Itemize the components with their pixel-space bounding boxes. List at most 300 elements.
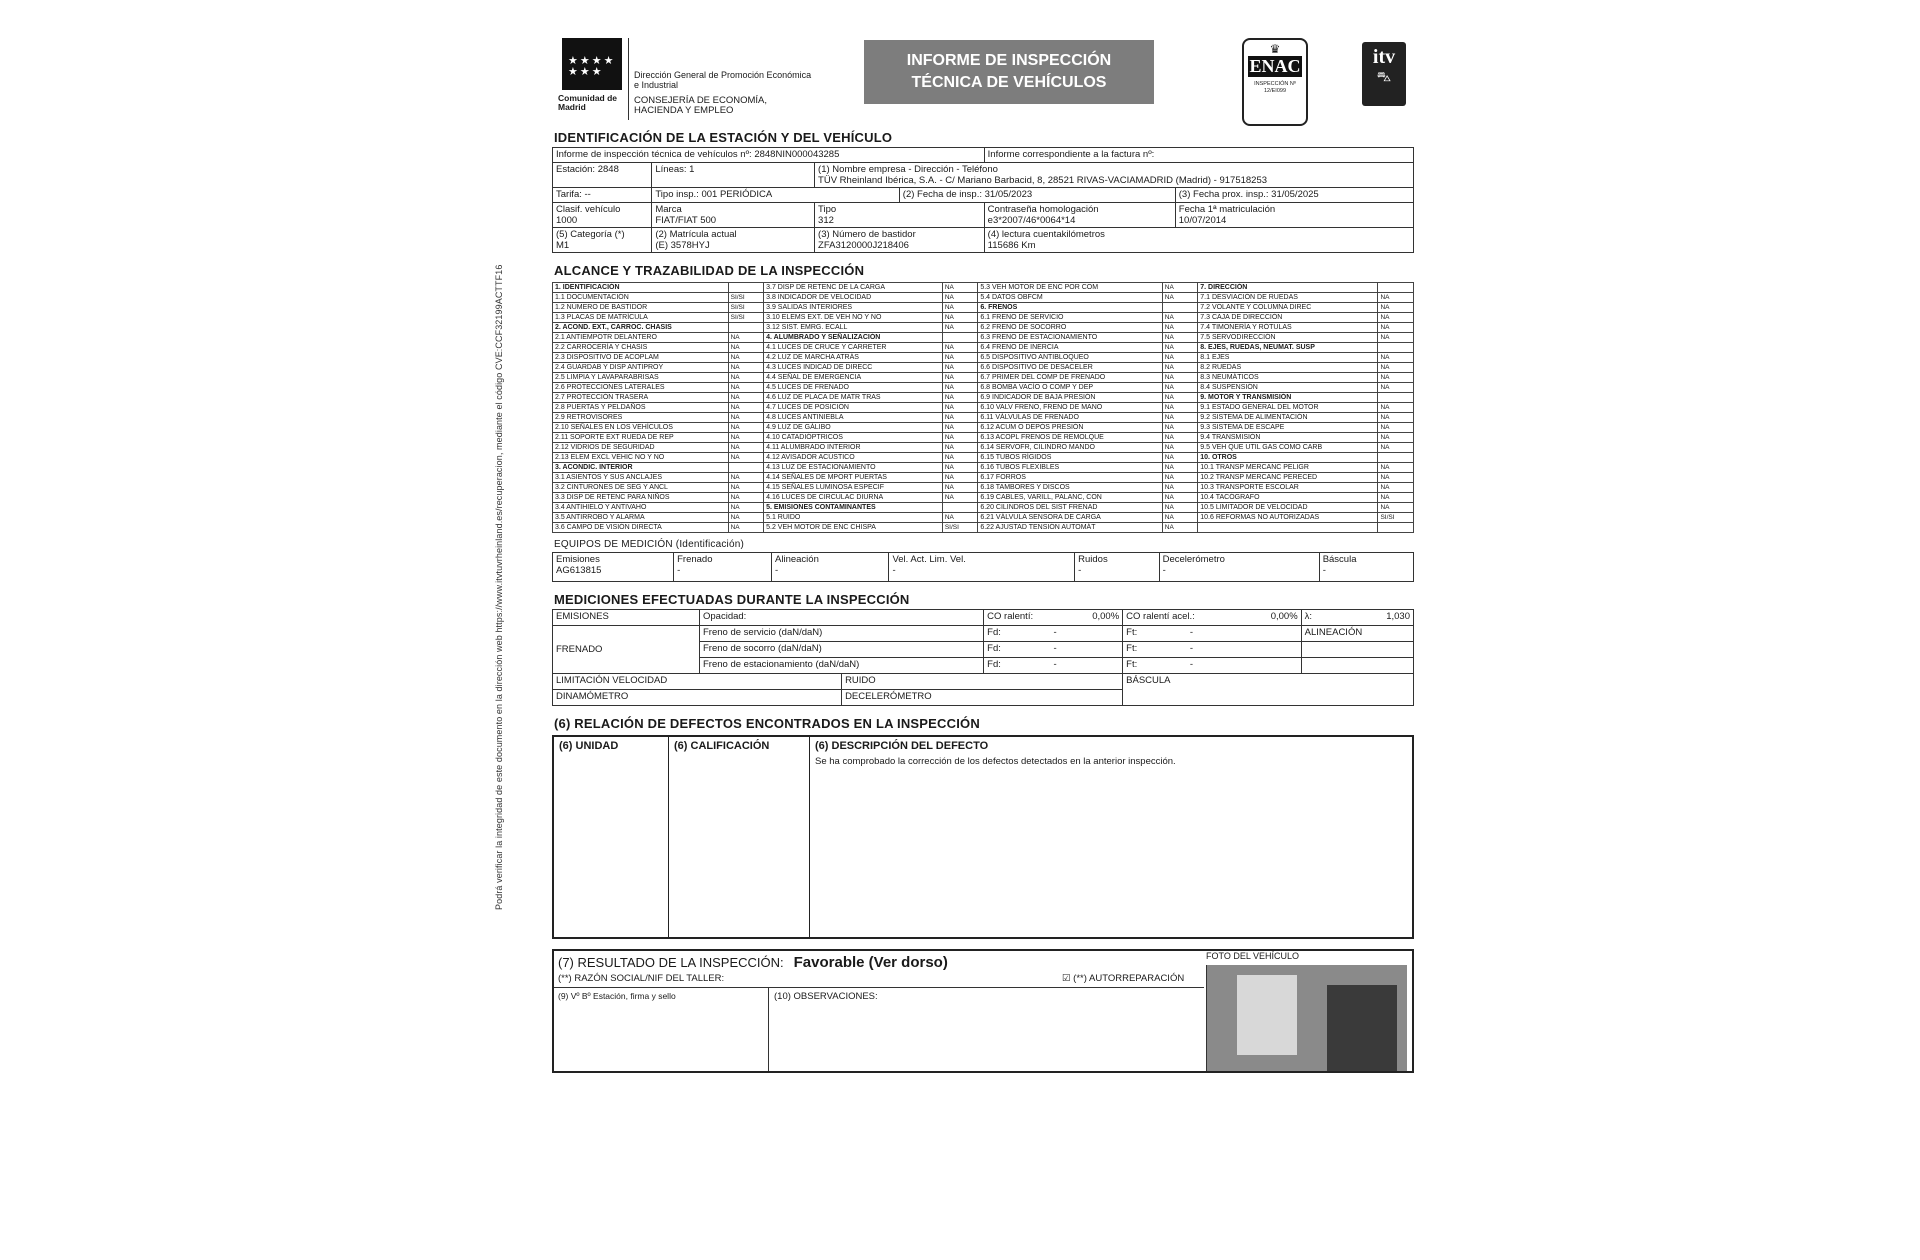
scope-row xyxy=(553,283,1414,293)
scope-item: 4.15 SEÑALES LUMINOSA ESPECIF xyxy=(764,483,943,493)
scope-result: NA xyxy=(1378,433,1414,443)
result-line xyxy=(558,954,948,971)
photo-vehicle xyxy=(1327,985,1397,1071)
stars-icon: ★★★★ ★★★ xyxy=(568,55,616,78)
scope-result: NA xyxy=(942,383,978,393)
rating-header: (6) CALIFICACIÓN xyxy=(674,740,770,752)
result-box xyxy=(552,949,1414,1073)
fd-label: Fd: xyxy=(987,627,1001,638)
scope-result: NA xyxy=(728,503,764,513)
scope-row xyxy=(553,463,1414,473)
scope-result xyxy=(728,283,764,293)
equipment-value: AG613815 xyxy=(556,565,602,576)
chassis-value: ZFA3120000J218406 xyxy=(818,240,909,251)
scope-item: 2.4 GUARDAB Y DISP ANTIPROY xyxy=(553,363,729,373)
scope-result: NA xyxy=(1162,463,1198,473)
itv-logo xyxy=(1362,42,1406,106)
scope-item: 8. EJES, RUEDAS, NEUMAT. SUSP xyxy=(1198,343,1378,353)
equipment-cell xyxy=(889,553,1075,582)
scope-result: NA xyxy=(1162,333,1198,343)
scope-row xyxy=(553,403,1414,413)
scope-item: 8.3 NEUMÁTICOS xyxy=(1198,373,1378,383)
scope-item: 4.11 ALUMBRADO INTERIOR xyxy=(764,443,943,453)
scope-item: 6.22 AJUSTAD TENSIÓN AUTOMÁT xyxy=(978,523,1162,533)
scale-label: BÁSCULA xyxy=(1123,674,1414,706)
scope-row xyxy=(553,523,1414,533)
scope-result: NA xyxy=(728,353,764,363)
scope-item: 10.4 TACÓGRAFO xyxy=(1198,493,1378,503)
inspection-report-page xyxy=(494,30,1414,1260)
report-number: Informe de inspección técnica de vehículos nº: 2848NIN000043285 xyxy=(553,148,985,163)
itv-wordmark: itv xyxy=(1372,46,1396,68)
scope-item: 5.4 DATOS OBFCM xyxy=(978,293,1162,303)
company-value: TÜV Rheinland Ibérica, S.A. - C/ Mariano Barbacid, 8, 28521 RIVAS-VACIAMADRID (Madrid) - 917518253 xyxy=(818,175,1268,186)
scope-item: 4.14 SEÑALES DE MPORT PUERTAS xyxy=(764,473,943,483)
scope-item: 6.6 DISPOSITIVO DE DESACELER xyxy=(978,363,1162,373)
scope-result: NA xyxy=(942,453,978,463)
service-brake-label: Freno de servicio (daN/daN) xyxy=(700,626,984,642)
scope-item: 2.10 SEÑALES EN LOS VEHÍCULOS xyxy=(553,423,729,433)
enac-wordmark: ENAC xyxy=(1249,56,1301,76)
scope-section-title: ALCANCE Y TRAZABILIDAD DE LA INSPECCIÓN xyxy=(554,263,865,278)
report-header xyxy=(552,30,1414,120)
scope-result xyxy=(1378,453,1414,463)
homologation-value: e3*2007/46*0064*14 xyxy=(987,215,1076,226)
equipment-cell xyxy=(674,553,772,582)
scope-result: NA xyxy=(942,353,978,363)
scope-item: 6.9 INDICADOR DE BAJA PRESIÓN xyxy=(978,393,1162,403)
description-header: (6) DESCRIPCIÓN DEL DEFECTO xyxy=(815,740,989,752)
scope-result: NA xyxy=(942,313,978,323)
equipment-value: - xyxy=(1162,565,1166,576)
ft-label: Ft: xyxy=(1126,659,1138,670)
vehicle-category xyxy=(553,228,652,253)
scope-result: NA xyxy=(1162,473,1198,483)
parking-brake-fd xyxy=(984,658,1123,674)
fd-value: - xyxy=(1053,627,1057,638)
scope-result: NA xyxy=(1378,493,1414,503)
odometer-label: (4) lectura cuentakilómetros xyxy=(987,229,1105,240)
scope-item: 10.1 TRANSP MERCANC PELIGR xyxy=(1198,463,1378,473)
self-repair xyxy=(1062,973,1184,984)
scope-item: 10.3 TRANSPORTE ESCOLAR xyxy=(1198,483,1378,493)
scope-item: 3.4 ANTIHIELO Y ANTIVAHO xyxy=(553,503,729,513)
scope-row xyxy=(553,313,1414,323)
scope-item: 9.4 TRANSMISIÓN xyxy=(1198,433,1378,443)
category-label: (5) Categoría (*) xyxy=(556,229,625,240)
scope-item: 2.11 SOPORTE EXT RUEDA DE REP xyxy=(553,433,729,443)
scope-result: NA xyxy=(1378,403,1414,413)
scope-result: NA xyxy=(1162,493,1198,503)
scope-result: NA xyxy=(1162,513,1198,523)
scope-item: 2.12 VIDRIOS DE SEGURIDAD xyxy=(553,443,729,453)
scope-row xyxy=(553,363,1414,373)
scope-item: 6.11 VÁLVULAS DE FRENADO xyxy=(978,413,1162,423)
scope-result: NA xyxy=(1162,323,1198,333)
equipment-value: - xyxy=(1078,565,1082,576)
company-label: (1) Nombre empresa - Dirección - Teléfono xyxy=(818,164,998,175)
department-block xyxy=(634,70,814,116)
verification-text: Podrá verificar la integridad de este documento en la dirección web https://www.itvtuvrheinland.es/recuperacion, mediante el código CVE:CCF32199ACTTF16 xyxy=(494,264,504,910)
scope-result: NA xyxy=(1162,373,1198,383)
scope-result: NA xyxy=(942,483,978,493)
defects-box xyxy=(552,735,1414,939)
scope-result: NA xyxy=(1162,453,1198,463)
scope-item: 4. ALUMBRADO Y SEÑALIZACIÓN xyxy=(764,333,943,343)
scope-item: 6.3 FRENO DE ESTACIONAMIENTO xyxy=(978,333,1162,343)
scope-row xyxy=(553,333,1414,343)
station-number: Estación: 2848 xyxy=(553,163,652,188)
scope-item: 10.2 TRANSP MERCANC PERECED xyxy=(1198,473,1378,483)
equipment-cell xyxy=(1075,553,1159,582)
scope-result: NA xyxy=(942,293,978,303)
scope-result: NA xyxy=(942,433,978,443)
scope-item: 2.3 DISPOSITIVO DE ACOPLAM xyxy=(553,353,729,363)
scope-item: 4.8 LUCES ANTINIEBLA xyxy=(764,413,943,423)
scope-item: 8.1 EJES xyxy=(1198,353,1378,363)
scope-row xyxy=(553,493,1414,503)
vehicle-brand xyxy=(652,203,815,228)
scope-item: 7. DIRECCIÓN xyxy=(1198,283,1378,293)
scope-result: NA xyxy=(1378,353,1414,363)
scope-result: NA xyxy=(1378,423,1414,433)
scope-item: 3.10 ELEMS EXT. DE VEH NO Y NO xyxy=(764,313,943,323)
scope-item: 6.8 BOMBA VACÍO O COMP Y DEP xyxy=(978,383,1162,393)
equipment-label: Emisiones xyxy=(556,554,600,565)
homologation-label: Contraseña homologación xyxy=(987,204,1099,215)
scope-result: NA xyxy=(1162,343,1198,353)
scope-item: 2. ACOND. EXT., CARROC. CHASIS xyxy=(553,323,729,333)
scope-item: 10. OTROS xyxy=(1198,453,1378,463)
fd-value: - xyxy=(1053,659,1057,670)
scope-result: NA xyxy=(1162,383,1198,393)
scope-item: 6.20 CILINDROS DEL SIST FRENAD xyxy=(978,503,1162,513)
defect-description: Se ha comprobado la corrección de los defectos detectados en la anterior inspección. xyxy=(815,756,1176,767)
scope-result: NA xyxy=(728,393,764,403)
scope-item: 3. ACONDIC. INTERIOR xyxy=(553,463,729,473)
equipment-cell xyxy=(1159,553,1319,582)
co-accel-label: CO ralentí acel.: xyxy=(1126,611,1195,622)
scope-result: NA xyxy=(728,493,764,503)
equipment-cell xyxy=(1319,553,1413,582)
scope-result: NA xyxy=(1162,483,1198,493)
scope-row xyxy=(553,413,1414,423)
scope-item: 6. FRENOS xyxy=(978,303,1162,313)
fd-value: - xyxy=(1053,643,1057,654)
scope-item: 6.5 DISPOSITIVO ANTIBLOQUEO xyxy=(978,353,1162,363)
scope-row xyxy=(553,343,1414,353)
ft-value: - xyxy=(1189,659,1194,670)
scope-row xyxy=(553,353,1414,363)
scope-result: SI/SI xyxy=(728,313,764,323)
scope-item: 3.2 CINTURONES DE SEG Y ANCL xyxy=(553,483,729,493)
scope-item: 9.1 ESTADO GENERAL DEL MOTOR xyxy=(1198,403,1378,413)
rating-column xyxy=(669,737,810,937)
scope-item: 4.4 SEÑAL DE EMERGENCIA xyxy=(764,373,943,383)
scope-item: 2.13 ELEM EXCL VEHIC NO Y NO xyxy=(553,453,729,463)
self-repair-label: (**) AUTORREPARACIÓN xyxy=(1073,973,1185,984)
scope-item: 6.1 FRENO DE SERVICIO xyxy=(978,313,1162,323)
odometer-value: 115686 Km xyxy=(987,240,1036,251)
scope-row xyxy=(553,303,1414,313)
empty-cell xyxy=(1301,658,1413,674)
ft-value: - xyxy=(1189,627,1194,638)
scope-item: 4.9 LUZ DE GÁLIBO xyxy=(764,423,943,433)
scope-result: NA xyxy=(942,423,978,433)
scope-row xyxy=(553,373,1414,383)
scope-result: SI/SI xyxy=(728,303,764,313)
scope-item: 6.17 FORROS xyxy=(978,473,1162,483)
scope-result: NA xyxy=(942,343,978,353)
scope-result xyxy=(942,503,978,513)
result-value: Favorable (Ver dorso) xyxy=(793,954,948,971)
fd-label: Fd: xyxy=(987,643,1001,654)
category-value: M1 xyxy=(556,240,570,251)
braking-label: FRENADO xyxy=(553,626,700,674)
scope-item: 1. IDENTIFICACIÓN xyxy=(553,283,729,293)
result-column-divider xyxy=(768,987,769,1071)
type-label: Tipo xyxy=(818,204,837,215)
scope-result: NA xyxy=(1162,353,1198,363)
scope-result: NA xyxy=(942,393,978,403)
equipment-cell xyxy=(772,553,889,582)
scope-item: 5. EMISIONES CONTAMINANTES xyxy=(764,503,943,513)
equipment-table xyxy=(552,552,1414,582)
description-column xyxy=(810,737,1412,937)
scope-item: 1.2 NÚMERO DE BASTIDOR xyxy=(553,303,729,313)
scope-result: NA xyxy=(728,373,764,383)
scope-result: NA xyxy=(728,383,764,393)
vehicle-photo xyxy=(1206,965,1407,1071)
scope-row xyxy=(553,443,1414,453)
equipment-section-title: EQUIPOS DE MEDICIÓN (Identificación) xyxy=(554,539,745,550)
plate-label: (2) Matrícula actual xyxy=(655,229,737,240)
lambda-label: λ: xyxy=(1304,611,1313,622)
scope-result: NA xyxy=(1162,393,1198,403)
brand-label: Marca xyxy=(655,204,682,215)
scope-item: 6.4 FRENO DE INERCIA xyxy=(978,343,1162,353)
workshop-label: (**) RAZÓN SOCIAL/NIF DEL TALLER: xyxy=(558,973,725,984)
lines-count: Líneas: 1 xyxy=(652,163,815,188)
type-value: 312 xyxy=(818,215,834,226)
scope-result xyxy=(942,333,978,343)
scope-result: NA xyxy=(728,343,764,353)
scope-result: NA xyxy=(1378,323,1414,333)
result-divider xyxy=(554,987,1204,988)
scope-item: 9. MOTOR Y TRANSMISIÓN xyxy=(1198,393,1378,403)
scope-result: NA xyxy=(942,403,978,413)
scope-result: NA xyxy=(1162,523,1198,533)
scope-item: 2.6 PROTECCIONES LATERALES xyxy=(553,383,729,393)
scope-item: 5.3 VEH MOTOR DE ENC POR COM xyxy=(978,283,1162,293)
equipment-value: - xyxy=(892,565,896,576)
ft-label: Ft: xyxy=(1126,627,1138,638)
car-icon: ⛍ xyxy=(1376,68,1392,84)
scope-result: NA xyxy=(942,493,978,503)
emergency-brake-ft xyxy=(1123,642,1302,658)
scope-row xyxy=(553,423,1414,433)
scope-result: SI/SI xyxy=(1378,513,1414,523)
ft-label: Ft: xyxy=(1126,643,1138,654)
vehicle-class xyxy=(553,203,652,228)
scope-item: 3.1 ASIENTOS Y SUS ANCLAJES xyxy=(553,473,729,483)
scope-item: 8.2 RUEDAS xyxy=(1198,363,1378,373)
inspection-date: (2) Fecha de insp.: 31/05/2023 xyxy=(899,188,1175,203)
scope-result: NA xyxy=(1162,503,1198,513)
scope-result xyxy=(1378,343,1414,353)
scope-item: 3.9 SALIDAS INTERIORES xyxy=(764,303,943,313)
scope-item: 6.16 TUBOS FLEXIBLES xyxy=(978,463,1162,473)
alignment-label: ALINEACIÓN xyxy=(1301,626,1413,642)
scope-item: 6.14 SERVOFR, CILINDRO MANDO xyxy=(978,443,1162,453)
scope-result: NA xyxy=(1162,403,1198,413)
scope-result: NA xyxy=(1162,363,1198,373)
registration-date-value: 10/07/2014 xyxy=(1178,215,1227,226)
scope-item: 6.21 VÁLVULA SENSORA DE CARGA xyxy=(978,513,1162,523)
equipment-cell xyxy=(553,553,674,582)
title-line-1: INFORME DE INSPECCIÓN xyxy=(906,52,1112,69)
decelerometer-label: DECELERÓMETRO xyxy=(842,690,1123,706)
scope-item: 2.7 PROTECCIÓN TRASERA xyxy=(553,393,729,403)
scope-item: 4.1 LUCES DE CRUCE Y CARRETER xyxy=(764,343,943,353)
scope-result: NA xyxy=(1378,413,1414,423)
vehicle-type xyxy=(815,203,985,228)
scope-result xyxy=(728,323,764,333)
co-idle-label: CO ralentí: xyxy=(987,611,1034,622)
equipment-label: Ruidos xyxy=(1078,554,1108,565)
scope-result: NA xyxy=(1378,463,1414,473)
scope-item: 3.7 DISP DE RETENC DE LA CARGA xyxy=(764,283,943,293)
scope-result: NA xyxy=(1162,443,1198,453)
ident-section-title: IDENTIFICACIÓN DE LA ESTACIÓN Y DEL VEHÍCULO xyxy=(554,130,893,145)
checkbox-icon: ☑ xyxy=(1062,973,1071,984)
scope-item: 6.15 TUBOS RÍGIDOS xyxy=(978,453,1162,463)
scope-result: NA xyxy=(942,363,978,373)
scope-item: 4.2 LUZ DE MARCHA ATRÁS xyxy=(764,353,943,363)
license-plate xyxy=(652,228,815,253)
department-name: Dirección General de Promoción Económica e Industrial xyxy=(634,70,812,90)
scope-result: NA xyxy=(1378,363,1414,373)
scope-item: 7.5 SERVODIRECCIÓN xyxy=(1198,333,1378,343)
scope-item: 1.3 PLACAS DE MATRÍCULA xyxy=(553,313,729,323)
scope-result: NA xyxy=(942,513,978,523)
co-accel xyxy=(1123,610,1302,626)
scope-item: 1.1 DOCUMENTACIÓN xyxy=(553,293,729,303)
scope-result: NA xyxy=(1378,483,1414,493)
equipment-value: - xyxy=(677,565,681,576)
scope-result: NA xyxy=(1378,443,1414,453)
scope-item: 7.4 TIMONERÍA Y RÓTULAS xyxy=(1198,323,1378,333)
observations-label: (10) OBSERVACIONES: xyxy=(774,991,878,1002)
homologation xyxy=(984,203,1175,228)
scope-item: 3.12 SIST. EMRG. ECALL xyxy=(764,323,943,333)
scope-item: 7.3 CAJA DE DIRECCIÓN xyxy=(1198,313,1378,323)
scope-result: NA xyxy=(728,333,764,343)
scope-item: 4.12 AVISADOR ACÚSTICO xyxy=(764,453,943,463)
dynamometer-label: DINAMÓMETRO xyxy=(553,690,842,706)
scope-result: NA xyxy=(1378,473,1414,483)
noise-label: RUIDO xyxy=(842,674,1123,690)
lambda-value: 1,030 xyxy=(1386,611,1410,622)
defects-section-title: (6) RELACIÓN DE DEFECTOS ENCONTRADOS EN LA INSPECCIÓN xyxy=(554,716,980,731)
chassis-number xyxy=(815,228,985,253)
stamp-label: (9) Vº Bº Estación, firma y sello xyxy=(558,991,676,1001)
scope-item: 10.6 REFORMAS NO AUTORIZADAS xyxy=(1198,513,1378,523)
scope-result: NA xyxy=(728,453,764,463)
scope-item: 3.8 INDICADOR DE VELOCIDAD xyxy=(764,293,943,303)
scope-result: NA xyxy=(1162,413,1198,423)
scope-item: 9.3 SISTEMA DE ESCAPE xyxy=(1198,423,1378,433)
scope-item: 5.2 VEH MOTOR DE ENC CHISPA xyxy=(764,523,943,533)
scope-result: NA xyxy=(1162,423,1198,433)
logo-caption: Comunidad de Madrid xyxy=(558,93,618,112)
alignment-value xyxy=(1301,642,1413,658)
scope-result: NA xyxy=(1378,293,1414,303)
enac-seal xyxy=(1242,38,1308,126)
scope-result: NA xyxy=(1378,313,1414,323)
equipment-row xyxy=(553,553,1414,582)
scope-row xyxy=(553,433,1414,443)
ft-value: - xyxy=(1189,643,1194,654)
company-info xyxy=(815,163,1414,188)
scope-table xyxy=(552,282,1414,533)
odometer xyxy=(984,228,1413,253)
scope-result: NA xyxy=(1378,303,1414,313)
scope-result: NA xyxy=(942,283,978,293)
opacity-label: Opacidad: xyxy=(700,610,984,626)
crown-icon: ♛ xyxy=(1269,42,1281,56)
header-divider xyxy=(628,38,629,120)
brand-value: FIAT/FIAT 500 xyxy=(655,215,717,226)
verification-side-note xyxy=(494,70,508,910)
scope-item: 7.2 VOLANTE Y COLUMNA DIREC xyxy=(1198,303,1378,313)
scope-item: 3.5 ANTIRROBO Y ALARMA xyxy=(553,513,729,523)
scope-item: 4.7 LUCES DE POSICIÓN xyxy=(764,403,943,413)
scope-result xyxy=(1162,303,1198,313)
scope-item: 9.5 VEH QUE UTIL GAS COMO CARB xyxy=(1198,443,1378,453)
scope-result: NA xyxy=(942,443,978,453)
emergency-brake-label: Freno de socorro (daN/daN) xyxy=(700,642,984,658)
scope-item: 6.13 ACOPL FRENOS DE REMOLQUE xyxy=(978,433,1162,443)
vehicle-class-label: Clasif. vehículo xyxy=(556,204,621,215)
scope-result xyxy=(728,463,764,473)
scope-item: 6.10 VALV FRENO, FRENO DE MANO xyxy=(978,403,1162,413)
co-idle xyxy=(984,610,1123,626)
scope-result xyxy=(1378,393,1414,403)
scope-item xyxy=(1198,523,1378,533)
scope-item: 4.10 CATADIÓPTRICOS xyxy=(764,433,943,443)
scope-item: 2.8 PUERTAS Y PELDAÑOS xyxy=(553,403,729,413)
scope-result: NA xyxy=(728,513,764,523)
parking-brake-label: Freno de estacionamiento (daN/daN) xyxy=(700,658,984,674)
scope-row xyxy=(553,383,1414,393)
report-title xyxy=(864,40,1154,104)
scope-result: NA xyxy=(728,523,764,533)
result-label: (7) RESULTADO DE LA INSPECCIÓN: xyxy=(558,955,784,970)
scope-result: NA xyxy=(1378,383,1414,393)
service-brake-fd xyxy=(984,626,1123,642)
scope-result: NA xyxy=(942,473,978,483)
scope-item: 3.3 DISP DE RETENC PARA NIÑOS xyxy=(553,493,729,503)
scope-item: 2.9 RETROVISORES xyxy=(553,413,729,423)
scope-result: SI/SI xyxy=(942,523,978,533)
emissions-label: EMISIONES xyxy=(553,610,700,626)
equipment-label: Frenado xyxy=(677,554,713,565)
scope-item: 6.18 TAMBORES Y DISCOS xyxy=(978,483,1162,493)
enac-subtext: INSPECCIÓN Nº 12/EI099 xyxy=(1254,81,1296,94)
scope-row xyxy=(553,293,1414,303)
equipment-label: Alineación xyxy=(775,554,819,565)
